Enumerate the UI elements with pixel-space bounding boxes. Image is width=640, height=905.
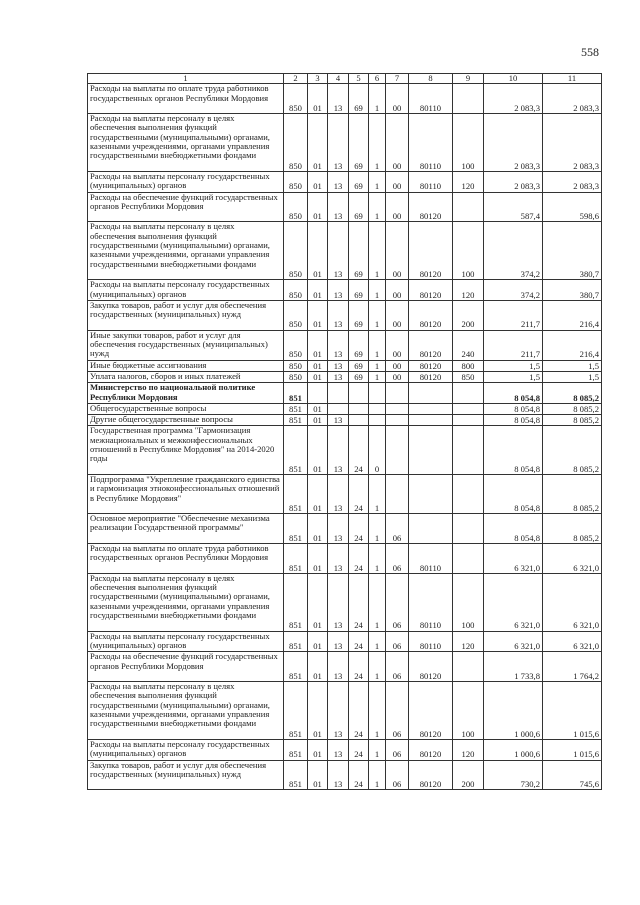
- code-expense-type-cell: 120: [453, 171, 484, 192]
- code-expense-type-cell: 850: [453, 371, 484, 382]
- table-row: [88, 84, 602, 114]
- code-direction-cell: 80120: [409, 192, 453, 222]
- code-event-cell: 00: [386, 114, 409, 172]
- code-direction-cell: 80110: [409, 114, 453, 172]
- row-name-cell: Общегосударственные вопросы: [88, 403, 284, 414]
- code-program-cell: 69: [349, 192, 369, 222]
- code-subprogram-cell: 1: [369, 114, 386, 172]
- table-row: [88, 514, 602, 544]
- code-subsection-cell: 13: [328, 300, 349, 330]
- header-cell: 1: [88, 74, 284, 84]
- code-section-cell: 01: [308, 415, 328, 426]
- code-subsection-cell: 13: [328, 222, 349, 280]
- table-row: [88, 383, 602, 404]
- row-name-cell: Закупка товаров, работ и услуг для обеспечения государственных (муниципальных) нужд: [88, 300, 284, 330]
- code-subsection-cell: 13: [328, 171, 349, 192]
- code-program-cell: 24: [349, 474, 369, 513]
- code-direction-cell: [409, 415, 453, 426]
- table-row: [88, 426, 602, 475]
- amount-year-2-cell: 2 083,3: [543, 84, 602, 114]
- header-cell: 7: [386, 74, 409, 84]
- budget-table: [87, 73, 602, 790]
- table-row: [88, 415, 602, 426]
- code-direction-cell: 80120: [409, 222, 453, 280]
- code-program-cell: 69: [349, 330, 369, 360]
- code-event-cell: 06: [386, 760, 409, 790]
- code-event-cell: [386, 474, 409, 513]
- code-expense-type-cell: 240: [453, 330, 484, 360]
- code-program-cell: [349, 415, 369, 426]
- code-subprogram-cell: 1: [369, 631, 386, 652]
- amount-year-2-cell: 598,6: [543, 192, 602, 222]
- code-event-cell: 06: [386, 573, 409, 631]
- header-cell: 10: [484, 74, 543, 84]
- code-subprogram-cell: 1: [369, 222, 386, 280]
- code-subsection-cell: 13: [328, 544, 349, 574]
- table-row: [88, 171, 602, 192]
- code-subsection-cell: 13: [328, 760, 349, 790]
- amount-year-2-cell: 380,7: [543, 280, 602, 301]
- code-section-cell: 01: [308, 171, 328, 192]
- code-subsection-cell: 13: [328, 280, 349, 301]
- row-name-cell: Подпрограмма "Укрепление гражданского единства и гармонизация этноконфессиональных отношений в Республике Мордовия": [88, 474, 284, 513]
- amount-year-1-cell: 1,5: [484, 360, 543, 371]
- row-name-cell: Уплата налогов, сборов и иных платежей: [88, 371, 284, 382]
- code-event-cell: 06: [386, 514, 409, 544]
- header-cell: 5: [349, 74, 369, 84]
- table-row: [88, 403, 602, 414]
- amount-year-2-cell: 380,7: [543, 222, 602, 280]
- code-ministry-cell: 851: [284, 682, 308, 740]
- code-subprogram-cell: 1: [369, 474, 386, 513]
- code-ministry-cell: 850: [284, 371, 308, 382]
- code-subprogram-cell: 1: [369, 652, 386, 682]
- code-subsection-cell: 13: [328, 652, 349, 682]
- code-subprogram-cell: 1: [369, 682, 386, 740]
- code-program-cell: 69: [349, 171, 369, 192]
- code-expense-type-cell: [453, 426, 484, 475]
- amount-year-1-cell: 6 321,0: [484, 573, 543, 631]
- code-expense-type-cell: 120: [453, 631, 484, 652]
- code-event-cell: [386, 415, 409, 426]
- code-direction-cell: [409, 403, 453, 414]
- row-name-cell: Государственная программа "Гармонизация межнациональных и межконфессиональных отношений в Республике Мордовия" на 2014-2020 годы: [88, 426, 284, 475]
- code-ministry-cell: 851: [284, 415, 308, 426]
- table-row: [88, 652, 602, 682]
- code-program-cell: 69: [349, 280, 369, 301]
- code-direction-cell: 80120: [409, 652, 453, 682]
- table-row: [88, 682, 602, 740]
- code-ministry-cell: 851: [284, 760, 308, 790]
- code-section-cell: 01: [308, 474, 328, 513]
- header-row: [88, 74, 602, 84]
- code-event-cell: 00: [386, 371, 409, 382]
- code-expense-type-cell: [453, 383, 484, 404]
- row-name-cell: Расходы на выплаты персоналу государственных (муниципальных) органов: [88, 280, 284, 301]
- code-program-cell: 24: [349, 631, 369, 652]
- amount-year-1-cell: 8 054,8: [484, 403, 543, 414]
- page-number: 558: [581, 45, 599, 59]
- code-expense-type-cell: 100: [453, 573, 484, 631]
- code-subsection-cell: 13: [328, 360, 349, 371]
- code-direction-cell: 80110: [409, 631, 453, 652]
- amount-year-1-cell: 587,4: [484, 192, 543, 222]
- code-program-cell: 69: [349, 360, 369, 371]
- code-expense-type-cell: [453, 84, 484, 114]
- code-expense-type-cell: 120: [453, 739, 484, 760]
- code-ministry-cell: 851: [284, 403, 308, 414]
- amount-year-2-cell: 8 085,2: [543, 514, 602, 544]
- code-subsection-cell: 13: [328, 631, 349, 652]
- amount-year-1-cell: 8 054,8: [484, 514, 543, 544]
- code-program-cell: 24: [349, 544, 369, 574]
- amount-year-1-cell: 1 000,6: [484, 682, 543, 740]
- amount-year-2-cell: 2 083,3: [543, 114, 602, 172]
- code-subsection-cell: 13: [328, 330, 349, 360]
- code-section-cell: 01: [308, 760, 328, 790]
- code-direction-cell: 80110: [409, 171, 453, 192]
- code-ministry-cell: 850: [284, 84, 308, 114]
- amount-year-1-cell: 8 054,8: [484, 415, 543, 426]
- code-ministry-cell: 850: [284, 330, 308, 360]
- code-subsection-cell: 13: [328, 84, 349, 114]
- code-subprogram-cell: 1: [369, 371, 386, 382]
- header-cell: 4: [328, 74, 349, 84]
- table-row: [88, 371, 602, 382]
- row-name-cell: Иные закупки товаров, работ и услуг для обеспечения государственных (муниципальных) нужд: [88, 330, 284, 360]
- code-direction-cell: [409, 426, 453, 475]
- code-program-cell: 69: [349, 84, 369, 114]
- code-direction-cell: 80110: [409, 84, 453, 114]
- row-name-cell: Иные бюджетные ассигнования: [88, 360, 284, 371]
- code-program-cell: 69: [349, 300, 369, 330]
- row-name-cell: Другие общегосударственные вопросы: [88, 415, 284, 426]
- code-subprogram-cell: 1: [369, 330, 386, 360]
- code-ministry-cell: 850: [284, 171, 308, 192]
- code-expense-type-cell: 800: [453, 360, 484, 371]
- table-row: [88, 739, 602, 760]
- amount-year-2-cell: 8 085,2: [543, 415, 602, 426]
- code-section-cell: 01: [308, 330, 328, 360]
- table-row: [88, 114, 602, 172]
- code-program-cell: 24: [349, 514, 369, 544]
- amount-year-1-cell: 2 083,3: [484, 114, 543, 172]
- code-section-cell: 01: [308, 544, 328, 574]
- row-name-cell: Расходы на выплаты по оплате труда работников государственных органов Республики Мордовия: [88, 84, 284, 114]
- code-subsection-cell: 13: [328, 114, 349, 172]
- table-row: [88, 573, 602, 631]
- code-ministry-cell: 851: [284, 573, 308, 631]
- code-subprogram-cell: 1: [369, 171, 386, 192]
- row-name-cell: Основное мероприятие "Обеспечение механизма реализации Государственной программы": [88, 514, 284, 544]
- code-program-cell: 24: [349, 682, 369, 740]
- row-name-cell: Расходы на выплаты персоналу в целях обеспечения выполнения функций государственными (муниципальными) органами, казенными учреждениями, органами управления государственными внебюджетными фондами: [88, 682, 284, 740]
- code-event-cell: 00: [386, 360, 409, 371]
- amount-year-2-cell: 8 085,2: [543, 426, 602, 475]
- code-event-cell: 00: [386, 280, 409, 301]
- code-section-cell: 01: [308, 280, 328, 301]
- amount-year-2-cell: 1,5: [543, 371, 602, 382]
- row-name-cell: Расходы на выплаты персоналу в целях обеспечения выполнения функций государственными (муниципальными) органами, казенными учреждениями, органами управления государственными внебюджетными фондами: [88, 573, 284, 631]
- code-expense-type-cell: [453, 514, 484, 544]
- code-subprogram-cell: [369, 383, 386, 404]
- code-section-cell: 01: [308, 682, 328, 740]
- code-ministry-cell: 851: [284, 652, 308, 682]
- code-section-cell: 01: [308, 426, 328, 475]
- amount-year-2-cell: 1,5: [543, 360, 602, 371]
- amount-year-1-cell: 730,2: [484, 760, 543, 790]
- code-event-cell: 00: [386, 330, 409, 360]
- table-row: [88, 360, 602, 371]
- code-direction-cell: 80120: [409, 760, 453, 790]
- amount-year-1-cell: 6 321,0: [484, 544, 543, 574]
- code-expense-type-cell: [453, 403, 484, 414]
- code-subprogram-cell: 1: [369, 760, 386, 790]
- code-program-cell: 69: [349, 222, 369, 280]
- code-ministry-cell: 850: [284, 280, 308, 301]
- code-event-cell: [386, 426, 409, 475]
- amount-year-2-cell: 6 321,0: [543, 544, 602, 574]
- code-section-cell: 01: [308, 573, 328, 631]
- amount-year-1-cell: 374,2: [484, 280, 543, 301]
- code-ministry-cell: 851: [284, 426, 308, 475]
- table-row: [88, 330, 602, 360]
- code-direction-cell: 80110: [409, 573, 453, 631]
- row-name-cell: Закупка товаров, работ и услуг для обеспечения государственных (муниципальных) нужд: [88, 760, 284, 790]
- code-ministry-cell: 851: [284, 631, 308, 652]
- header-cell: 2: [284, 74, 308, 84]
- row-name-cell: Расходы на выплаты персоналу государственных (муниципальных) органов: [88, 171, 284, 192]
- code-direction-cell: 80110: [409, 544, 453, 574]
- code-expense-type-cell: [453, 415, 484, 426]
- code-program-cell: 69: [349, 371, 369, 382]
- amount-year-2-cell: 1 015,6: [543, 739, 602, 760]
- code-direction-cell: 80120: [409, 739, 453, 760]
- amount-year-2-cell: 8 085,2: [543, 474, 602, 513]
- amount-year-2-cell: 8 085,2: [543, 383, 602, 404]
- amount-year-2-cell: 6 321,0: [543, 573, 602, 631]
- code-event-cell: 00: [386, 192, 409, 222]
- table-row: [88, 474, 602, 513]
- code-program-cell: 24: [349, 573, 369, 631]
- code-ministry-cell: 851: [284, 514, 308, 544]
- code-direction-cell: 80120: [409, 300, 453, 330]
- code-subprogram-cell: [369, 415, 386, 426]
- code-ministry-cell: 850: [284, 192, 308, 222]
- amount-year-1-cell: 1,5: [484, 371, 543, 382]
- code-section-cell: 01: [308, 514, 328, 544]
- code-subprogram-cell: 0: [369, 426, 386, 475]
- code-ministry-cell: 851: [284, 739, 308, 760]
- code-direction-cell: [409, 514, 453, 544]
- code-subprogram-cell: 1: [369, 360, 386, 371]
- row-name-cell: Расходы на выплаты персоналу в целях обеспечения выполнения функций государственными (муниципальными) органами, казенными учреждениями, органами управления государственными внебюджетными фондами: [88, 114, 284, 172]
- code-section-cell: 01: [308, 192, 328, 222]
- code-direction-cell: 80120: [409, 330, 453, 360]
- code-event-cell: 06: [386, 682, 409, 740]
- table-row: [88, 760, 602, 790]
- amount-year-1-cell: 6 321,0: [484, 631, 543, 652]
- code-ministry-cell: 850: [284, 360, 308, 371]
- code-event-cell: 06: [386, 631, 409, 652]
- code-subsection-cell: 13: [328, 371, 349, 382]
- amount-year-1-cell: 8 054,8: [484, 474, 543, 513]
- header-cell: 8: [409, 74, 453, 84]
- code-event-cell: 00: [386, 171, 409, 192]
- code-ministry-cell: 851: [284, 544, 308, 574]
- code-program-cell: 24: [349, 652, 369, 682]
- code-expense-type-cell: 120: [453, 280, 484, 301]
- amount-year-2-cell: 2 083,3: [543, 171, 602, 192]
- code-section-cell: 01: [308, 114, 328, 172]
- code-direction-cell: 80120: [409, 280, 453, 301]
- code-subprogram-cell: 1: [369, 739, 386, 760]
- header-cell: 11: [543, 74, 602, 84]
- code-expense-type-cell: [453, 474, 484, 513]
- code-subprogram-cell: 1: [369, 300, 386, 330]
- code-expense-type-cell: [453, 652, 484, 682]
- row-name-cell: Расходы на выплаты персоналу государственных (муниципальных) органов: [88, 631, 284, 652]
- code-ministry-cell: 850: [284, 114, 308, 172]
- table-row: [88, 300, 602, 330]
- code-expense-type-cell: [453, 192, 484, 222]
- code-program-cell: [349, 403, 369, 414]
- row-name-cell: Расходы на выплаты персоналу в целях обеспечения выполнения функций государственными (муниципальными) органами, казенными учреждениями, органами управления государственными внебюджетными фондами: [88, 222, 284, 280]
- code-subsection-cell: 13: [328, 192, 349, 222]
- code-section-cell: 01: [308, 739, 328, 760]
- code-subsection-cell: 13: [328, 739, 349, 760]
- code-expense-type-cell: [453, 544, 484, 574]
- code-direction-cell: 80120: [409, 682, 453, 740]
- code-subprogram-cell: 1: [369, 514, 386, 544]
- code-subsection-cell: 13: [328, 573, 349, 631]
- code-event-cell: 00: [386, 222, 409, 280]
- code-subprogram-cell: 1: [369, 192, 386, 222]
- code-subsection-cell: 13: [328, 474, 349, 513]
- code-ministry-cell: 850: [284, 300, 308, 330]
- code-section-cell: [308, 383, 328, 404]
- amount-year-1-cell: 8 054,8: [484, 383, 543, 404]
- amount-year-1-cell: 1 000,6: [484, 739, 543, 760]
- table-row: [88, 544, 602, 574]
- code-direction-cell: 80120: [409, 371, 453, 382]
- code-event-cell: [386, 403, 409, 414]
- code-event-cell: [386, 383, 409, 404]
- code-subprogram-cell: 1: [369, 573, 386, 631]
- table-row: [88, 631, 602, 652]
- table-row: [88, 280, 602, 301]
- code-section-cell: 01: [308, 360, 328, 371]
- amount-year-2-cell: 745,6: [543, 760, 602, 790]
- code-event-cell: 06: [386, 652, 409, 682]
- row-name-cell: Расходы на обеспечение функций государственных органов Республики Мордовия: [88, 652, 284, 682]
- code-event-cell: 00: [386, 84, 409, 114]
- row-name-cell: Расходы на выплаты по оплате труда работников государственных органов Республики Мордовия: [88, 544, 284, 574]
- header-cell: 3: [308, 74, 328, 84]
- amount-year-2-cell: 1 764,2: [543, 652, 602, 682]
- code-event-cell: 06: [386, 544, 409, 574]
- code-section-cell: 01: [308, 371, 328, 382]
- amount-year-2-cell: 8 085,2: [543, 403, 602, 414]
- amount-year-2-cell: 216,4: [543, 330, 602, 360]
- code-program-cell: [349, 383, 369, 404]
- amount-year-1-cell: 211,7: [484, 330, 543, 360]
- amount-year-1-cell: 2 083,3: [484, 84, 543, 114]
- amount-year-1-cell: 374,2: [484, 222, 543, 280]
- code-section-cell: 01: [308, 631, 328, 652]
- code-subsection-cell: 13: [328, 415, 349, 426]
- code-expense-type-cell: 100: [453, 682, 484, 740]
- code-subsection-cell: 13: [328, 426, 349, 475]
- code-direction-cell: [409, 383, 453, 404]
- code-subsection-cell: [328, 383, 349, 404]
- code-program-cell: 24: [349, 739, 369, 760]
- code-ministry-cell: 851: [284, 383, 308, 404]
- code-subprogram-cell: 1: [369, 280, 386, 301]
- code-section-cell: 01: [308, 300, 328, 330]
- code-subsection-cell: [328, 403, 349, 414]
- code-event-cell: 00: [386, 300, 409, 330]
- amount-year-1-cell: 2 083,3: [484, 171, 543, 192]
- code-section-cell: 01: [308, 84, 328, 114]
- code-program-cell: 24: [349, 426, 369, 475]
- code-subprogram-cell: 1: [369, 544, 386, 574]
- code-subsection-cell: 13: [328, 514, 349, 544]
- code-subsection-cell: 13: [328, 682, 349, 740]
- code-event-cell: 06: [386, 739, 409, 760]
- row-name-cell: Министерство по национальной политике Республики Мордовия: [88, 383, 284, 404]
- code-ministry-cell: 850: [284, 222, 308, 280]
- table-row: [88, 192, 602, 222]
- code-section-cell: 01: [308, 222, 328, 280]
- amount-year-2-cell: 6 321,0: [543, 631, 602, 652]
- code-ministry-cell: 851: [284, 474, 308, 513]
- amount-year-1-cell: 1 733,8: [484, 652, 543, 682]
- row-name-cell: Расходы на обеспечение функций государственных органов Республики Мордовия: [88, 192, 284, 222]
- code-direction-cell: 80120: [409, 360, 453, 371]
- amount-year-2-cell: 216,4: [543, 300, 602, 330]
- amount-year-1-cell: 211,7: [484, 300, 543, 330]
- code-program-cell: 69: [349, 114, 369, 172]
- code-expense-type-cell: 200: [453, 760, 484, 790]
- amount-year-2-cell: 1 015,6: [543, 682, 602, 740]
- code-subprogram-cell: [369, 403, 386, 414]
- table-row: [88, 222, 602, 280]
- code-program-cell: 24: [349, 760, 369, 790]
- code-section-cell: 01: [308, 652, 328, 682]
- code-expense-type-cell: 100: [453, 222, 484, 280]
- row-name-cell: Расходы на выплаты персоналу государственных (муниципальных) органов: [88, 739, 284, 760]
- amount-year-1-cell: 8 054,8: [484, 426, 543, 475]
- code-expense-type-cell: 100: [453, 114, 484, 172]
- code-direction-cell: [409, 474, 453, 513]
- header-cell: 6: [369, 74, 386, 84]
- code-expense-type-cell: 200: [453, 300, 484, 330]
- code-section-cell: 01: [308, 403, 328, 414]
- code-subprogram-cell: 1: [369, 84, 386, 114]
- header-cell: 9: [453, 74, 484, 84]
